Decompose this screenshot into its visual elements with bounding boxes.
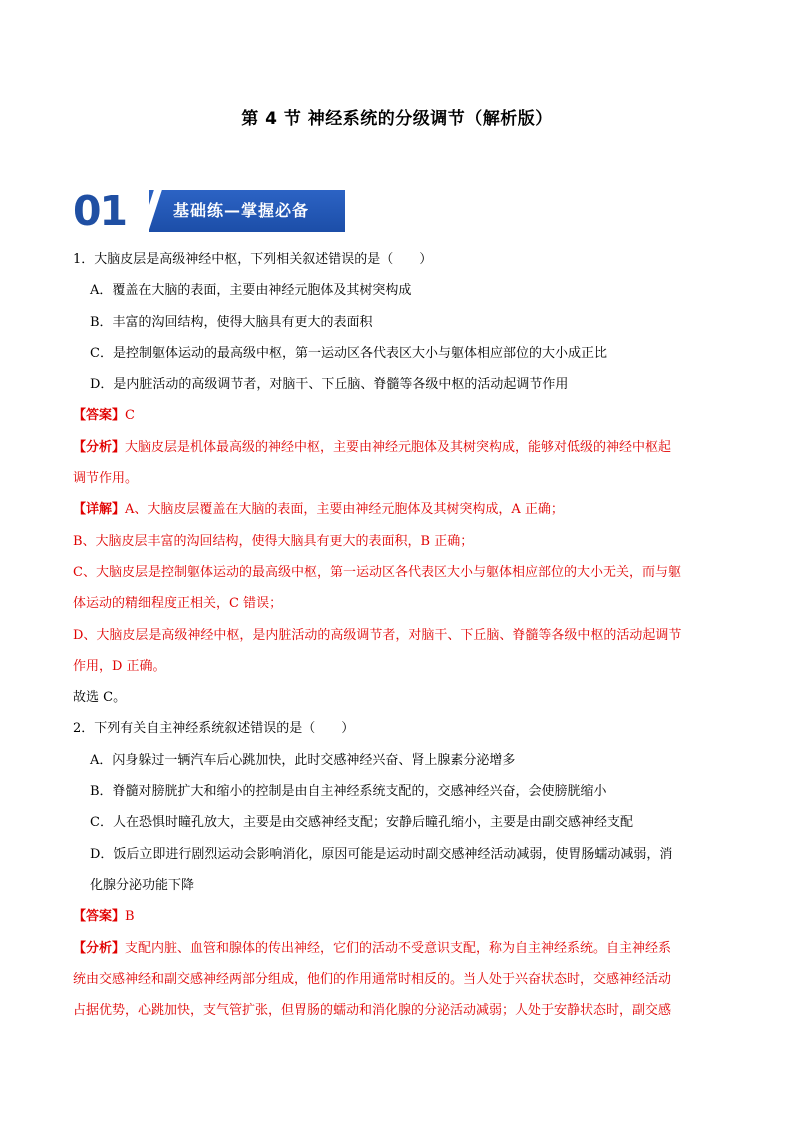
q1-conclusion: 故选 C。 (73, 690, 127, 706)
answer-value: C (125, 408, 135, 424)
page-title: 第 4 节 神经系统的分级调节（解析版） (241, 109, 553, 129)
q1-option-a: A．覆盖在大脑的表面，主要由神经元胞体及其树突构成 (90, 283, 412, 299)
q1-option-d: D．是内脏活动的高级调节者，对脑干、下丘脑、脊髓等各级中枢的活动起调节作用 (90, 377, 569, 393)
q1-stem: 1．大脑皮层是高级神经中枢，下列相关叙述错误的是（ ） (73, 252, 433, 267)
q1-detail-b: B、大脑皮层丰富的沟回结构，使得大脑具有更大的表面积，B 正确； (73, 533, 474, 549)
q2-option-b: B．脊髓对膀胱扩大和缩小的控制是由自主神经系统支配的，交感神经兴奋，会使膀胱缩小 (90, 784, 607, 800)
q2-analysis (73, 933, 723, 964)
q1-detail-d-cont: 作用，D 正确。 (73, 658, 166, 674)
analysis-text: 大脑皮层是机体最高级的神经中枢，主要由神经元胞体及其树突构成，能够对低级的神经中枢起 (125, 439, 672, 455)
q2-analysis-cont-1: 统由交感神经和副交感神经两部分组成，他们的作用通常时相反的。当人处于兴奋状态时，交感神经活动 (73, 971, 672, 987)
section-banner (73, 187, 345, 235)
q2-option-a: A．闪身躲过一辆汽车后心跳加快，此时交感神经兴奋、肾上腺素分泌增多 (90, 752, 516, 768)
answer-label: 【答案】 (73, 408, 126, 424)
q2-stem: 2．下列有关自主神经系统叙述错误的是（ ） (73, 721, 355, 737)
detail-text: A、大脑皮层覆盖在大脑的表面，主要由神经元胞体及其树突构成，A 正确； (125, 502, 564, 518)
q1-detail-c-cont: 体运动的精细程度正相关，C 错误； (73, 596, 283, 612)
analysis-label: 【分析】 (73, 439, 126, 455)
answer-label: 【答案】 (73, 909, 126, 925)
analysis-label: 【分析】 (73, 940, 126, 956)
q2-option-c: C．人在恐惧时瞳孔放大，主要是由交感神经支配；安静后瞳孔缩小，主要是由副交感神经支配 (90, 815, 633, 831)
q1-answer (73, 400, 723, 431)
q2-option-d: D．饭后立即进行剧烈运动会影响消化，原因可能是运动时副交感神经活动减弱，使胃肠蠕动减弱，消 (90, 846, 673, 862)
q1-detail (73, 494, 723, 525)
q2-option-d-cont: 化腺分泌功能下降 (90, 877, 195, 893)
q1-option-c: C．是控制躯体运动的最高级中枢，第一运动区各代表区大小与躯体相应部位的大小成正比 (90, 345, 607, 361)
answer-value: B (125, 909, 135, 925)
q1-detail-d: D、大脑皮层是高级神经中枢，是内脏活动的高级调节者，对脑干、下丘脑、脊髓等各级中枢的活动起调节 (73, 627, 682, 643)
q2-answer (73, 901, 723, 932)
q1-analysis (73, 432, 723, 463)
q2-analysis-cont-2: 占据优势，心跳加快，支气管扩张，但胃肠的蠕动和消化腺的分泌活动减弱；人处于安静状态时，副交感 (73, 1003, 672, 1019)
section-label: 基础练—掌握必备 (173, 201, 310, 220)
q1-analysis-cont: 调节作用。 (73, 471, 139, 487)
q1-detail-c: C、大脑皮层是控制躯体运动的最高级中枢，第一运动区各代表区大小与躯体相应部位的大小无关，而与躯 (73, 564, 681, 580)
q1-option-b: B．丰富的沟回结构，使得大脑具有更大的表面积 (90, 314, 373, 330)
questions-content (73, 244, 723, 1026)
section-number: 01 (73, 190, 149, 232)
analysis-text: 支配内脏、血管和腺体的传出神经，它们的活动不受意识支配，称为自主神经系统。自主神经系 (125, 940, 672, 956)
detail-label: 【详解】 (73, 502, 126, 518)
